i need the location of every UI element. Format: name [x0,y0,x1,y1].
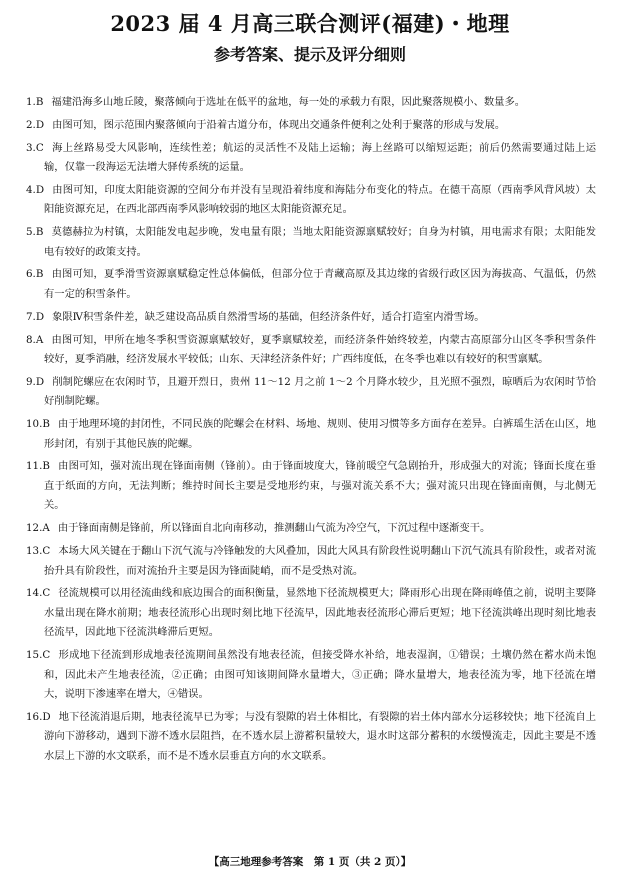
answer-number: 2. [26,118,36,131]
answer-item [26,646,596,705]
answer-item [26,584,596,643]
answer-explanation: 由于锋面南侧是锋前，所以锋面自北向南移动，推测翻山气流为冷空气，下沉过程中逐渐变干。 [57,522,491,535]
answer-letter: B [42,418,50,431]
page-title: 2023 届 4 月高三联合测评(福建)・地理 [110,11,510,36]
answer-letter: C [42,649,51,662]
answer-letter: D [35,375,45,388]
answer-explanation: 由图可知，夏季滑雪资源禀赋稳定性总体偏低，但部分位于青藏高原及其边缘的省级行政区因为海拔高、气温低，仍然有一定的积雪条件。 [44,268,596,300]
answer-number: 1. [26,96,36,108]
answer-item [26,415,596,454]
answer-number: 10. [26,418,43,431]
answer-letter: D [42,710,51,723]
answer-explanation: 削制陀螺应在农闲时节，且避开烈日，贵州 11～12 月之前 1～2 个月降水较少，且光照不强烈，晾晒后为农闲时节恰好削制陀螺。 [44,375,596,408]
answer-item [26,181,596,220]
answer-letter: B [35,96,44,108]
answer-letter: D [35,310,45,323]
answer-explanation: 由图可知，甲所在地冬季积雪资源禀赋较好，夏季禀赋较差，而经济条件始终较差，内蒙古高原部分山区冬季积雪条件较好，夏季消融，经济发展水平较低；山东、天津经济条件好；广西纬度低，在冬季也难以有较好的积雪禀赋。 [44,333,596,366]
answer-explanation: 由图可知，印度太阳能资源的空间分布并没有呈现沿着纬度和海陆分布变化的特点。在德干高原（西南季风背风坡）太阳能资源充足，在西北部西南季风影响较弱的地区太阳能资源充足。 [44,183,596,216]
answer-item [26,331,596,370]
answer-item [26,93,596,113]
answer-letter: D [35,118,45,131]
answer-item [26,708,596,767]
answer-letter: B [42,460,50,473]
answer-list [26,93,596,770]
answer-item [26,457,596,516]
answer-letter: B [35,226,44,239]
answer-number: 6. [26,268,36,281]
answer-number: 7. [26,310,36,323]
answer-letter: A [35,333,44,346]
answer-number: 14. [26,587,43,600]
answer-number: 5. [26,226,36,239]
answer-item [26,308,596,328]
answer-number: 15. [26,649,43,662]
answer-item [26,373,596,412]
page-footer: 【高三地理参考答案 第 1 页（共 2 页）】 [208,856,412,868]
answer-number: 11. [26,460,43,473]
answer-item [26,542,596,581]
answer-explanation: 福建沿海多山地丘陵，聚落倾向于选址在低平的盆地，每一处的承载力有限，因此聚落规模小、数量多。 [51,96,526,108]
answer-explanation: 地下径流消退后期，地表径流早已为零；与没有裂隙的岩土体相比，有裂隙的岩土体内部水分运移较快；地下径流自上游向下游移动，遇到下游不透水层阻挡，在不透水层上游蓄积量较大，退水时这部分蓄积的水缓慢流走，因此主要是不透水层上下游的水文联系，而不是不透水层垂直方向的水文联系。 [44,710,596,762]
answer-explanation: 由图可知，强对流出现在锋面南侧（锋前）。由于锋面坡度大，锋前暖空气急剧抬升，形成强大的对流；锋面长度在垂直于纸面的方向，无法判断；维持时间长主要是受地形约束，与强对流关系不大；强对流只出现在锋面南侧，与北侧无关。 [44,460,596,512]
answer-explanation: 由图可知，图示范围内聚落倾向于沿着古道分布，体现出交通条件便利之处利于聚落的形成与发展。 [52,118,506,131]
answer-number: 13. [26,545,43,558]
answer-item [26,116,596,136]
answer-number: 16. [26,710,43,723]
answer-number: 8. [26,333,36,346]
answer-number: 12. [26,522,43,535]
answer-letter: C [42,587,51,600]
answer-item [26,139,596,178]
answer-explanation: 海上丝路易受大风影响，连续性差；航运的灵活性不及陆上运输；海上丝路可以缩短运距；前后仍然需要通过陆上运输，仅靠一段海运无法增大驿传系统的运量。 [44,141,596,174]
answer-explanation: 象限Ⅳ积雪条件差，缺乏建设高品质自然滑雪场的基础，但经济条件好，适合打造室内滑雪场。 [52,310,485,323]
answer-item [26,265,596,304]
answer-number: 9. [26,375,36,388]
answer-letter: D [35,183,45,196]
page-subtitle: 参考答案、提示及评分细则 [213,45,406,64]
answer-number: 3. [26,141,36,154]
answer-letter: C [42,545,51,558]
answer-explanation: 径流规模可以用径流曲线和底边围合的面积衡量，显然地下径流规模更大；降雨形心出现在降雨峰值之前，说明主要降水量出现在降水前期；地表径流形心出现时刻比地下径流早，因此地表径流形心滞后更短；地下径流洪峰出现时刻比地表径流早，因此地下径流洪峰滞后更短。 [44,587,596,639]
answer-number: 4. [26,183,36,196]
answer-item [26,223,596,262]
answer-letter: C [35,141,44,154]
answer-letter: B [35,268,44,281]
answer-explanation: 由于地理环境的封闭性，不同民族的陀螺会在材料、场地、规则、使用习惯等多方面存在差异。白裤瑶生活在山区，地形封闭，有别于其他民族的陀螺。 [44,418,596,450]
answer-explanation: 莫德赫拉为村镇，太阳能发电起步晚，发电量有限；当地太阳能资源禀赋较好；自身为村镇，用电需求有限；太阳能发电有较好的政策支持。 [44,226,596,258]
answer-letter: A [42,522,50,535]
answer-item [26,519,596,539]
answer-explanation: 形成地下径流到形成地表径流期间虽然没有地表径流，但接受降水补给，地表湿润，①错误；土壤仍然在蓄水尚未饱和，因此未产生地表径流，②正确；由图可知该期间降水量增大，③正确；降水量增大，地表径流为零，地下径流在增大，说明下渗速率在增大，④错误。 [44,649,596,701]
answer-explanation: 本场大风关键在于翻山下沉气流与冷锋触发的大风叠加，因此大风具有阶段性说明翻山下沉气流具有阶段性，或者对流抬升具有阶段性，而对流抬升主要是因为锋面陡峭，而不是受热对流。 [44,545,596,577]
